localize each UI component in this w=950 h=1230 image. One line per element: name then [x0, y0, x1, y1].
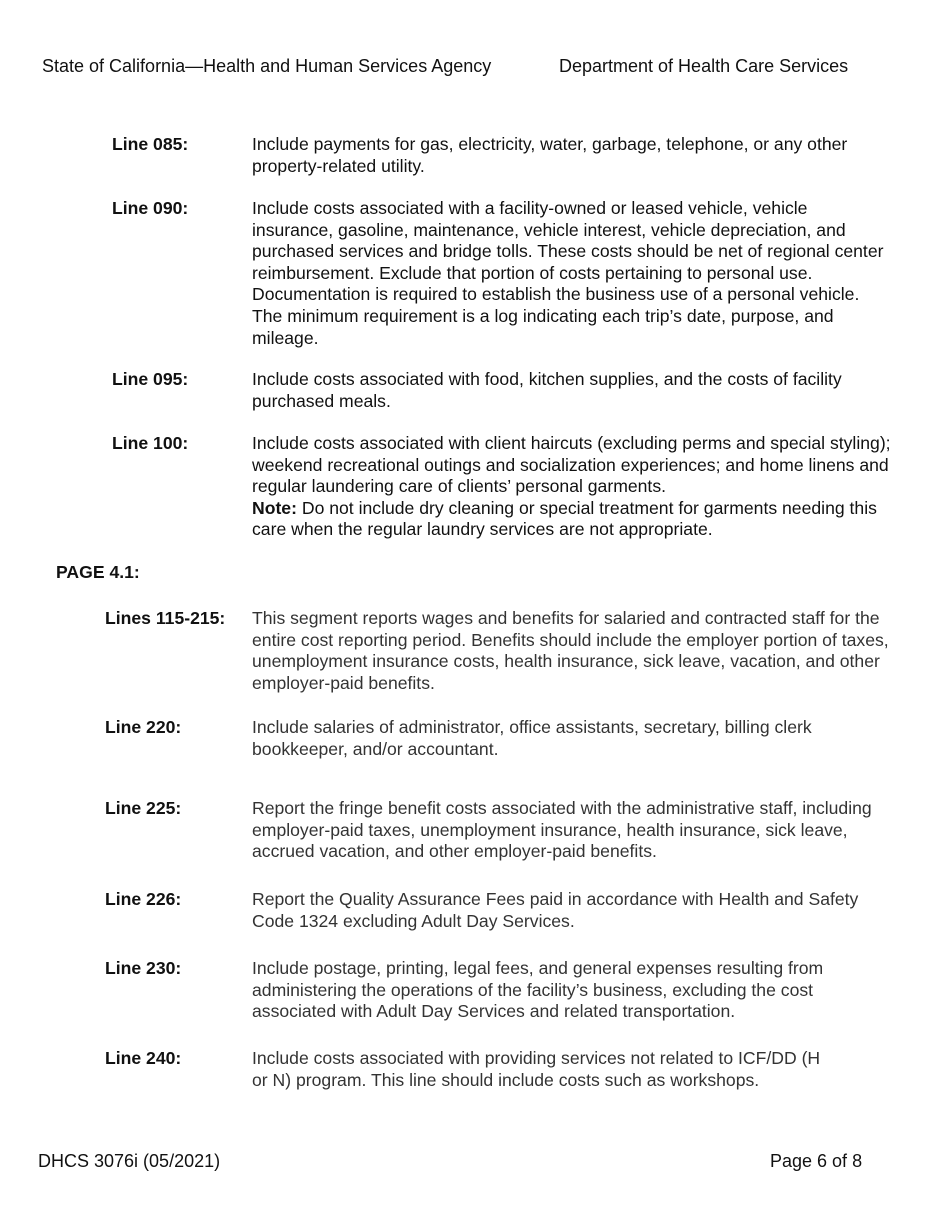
- entry-text: Include costs associated with client haircuts (excluding perms and special styling); weekend recreational outings and socialization experiences; and home linens and regular laundering care of clients’ personal garments.: [252, 433, 891, 497]
- note-label: Note:: [252, 497, 297, 518]
- note-text: Do not include dry cleaning or special treatment for garments needing this care when the regular laundry services are not appropriate.: [252, 497, 877, 540]
- entry-label: Line 085:: [112, 134, 189, 154]
- entry-label: Line 225:: [105, 798, 182, 818]
- entry-text: Include salaries of administrator, office assistants, secretary, billing clerk bookkeeper, and/or accountant.: [252, 717, 812, 759]
- entry-label: Line 230:: [105, 958, 182, 978]
- header-agency: State of California—Health and Human Services Agency: [42, 56, 492, 76]
- entry-label: Line 240:: [105, 1048, 182, 1068]
- footer-page-number: Page 6 of 8: [770, 1151, 863, 1171]
- entry-text: This segment reports wages and benefits for salaried and contracted staff for the entire cost reporting period. Benefits should include the employer portion of taxes, unemployment insurance costs, health insurance, sick leave, vacation, and other employer-paid benefits.: [252, 608, 889, 693]
- entry-text: Include payments for gas, electricity, water, garbage, telephone, or any other property-related utility.: [252, 134, 848, 176]
- entry-label: Line 220:: [105, 717, 182, 737]
- entry-label: Line 100:: [112, 433, 189, 453]
- entry-text: Include costs associated with providing services not related to ICF/DD (H or N) program. This line should include costs such as workshops.: [252, 1048, 821, 1090]
- entry-label: Line 226:: [105, 889, 182, 909]
- section-title: PAGE 4.1:: [56, 562, 140, 582]
- entry-text: Include costs associated with a facility-owned or leased vehicle, vehicle insurance, gasoline, maintenance, vehicle interest, vehicle depreciation, and purchased services and bridge tolls. These costs should be net of regional center reimbursement. Exclude that portion of costs pertaining to personal use. Documentation is required to establish the business use of a personal vehicle. The minimum requirement is a log indicating each trip’s date, purpose, and mileage.: [252, 198, 884, 348]
- footer-form-id: DHCS 3076i (05/2021): [38, 1151, 221, 1171]
- entry-label: Lines 115-215:: [105, 608, 226, 628]
- entry-text: Include costs associated with food, kitchen supplies, and the costs of facility purchased meals.: [252, 369, 842, 411]
- entry-text: Include postage, printing, legal fees, and general expenses resulting from administering the operations of the facility’s business, excluding the cost associated with Adult Day Services and related transportation.: [252, 958, 824, 1022]
- header-department: Department of Health Care Services: [559, 56, 849, 76]
- entry-text-block: [252, 433, 892, 541]
- entry-text: Report the fringe benefit costs associated with the administrative staff, including employer-paid taxes, unemployment insurance, health insurance, sick leave, accrued vacation, and other employer-paid benefits.: [252, 798, 872, 862]
- entry-label: Line 095:: [112, 369, 189, 389]
- entry-label: Line 090:: [112, 198, 189, 218]
- entry-text: Report the Quality Assurance Fees paid in accordance with Health and Safety Code 1324 excluding Adult Day Services.: [252, 889, 859, 931]
